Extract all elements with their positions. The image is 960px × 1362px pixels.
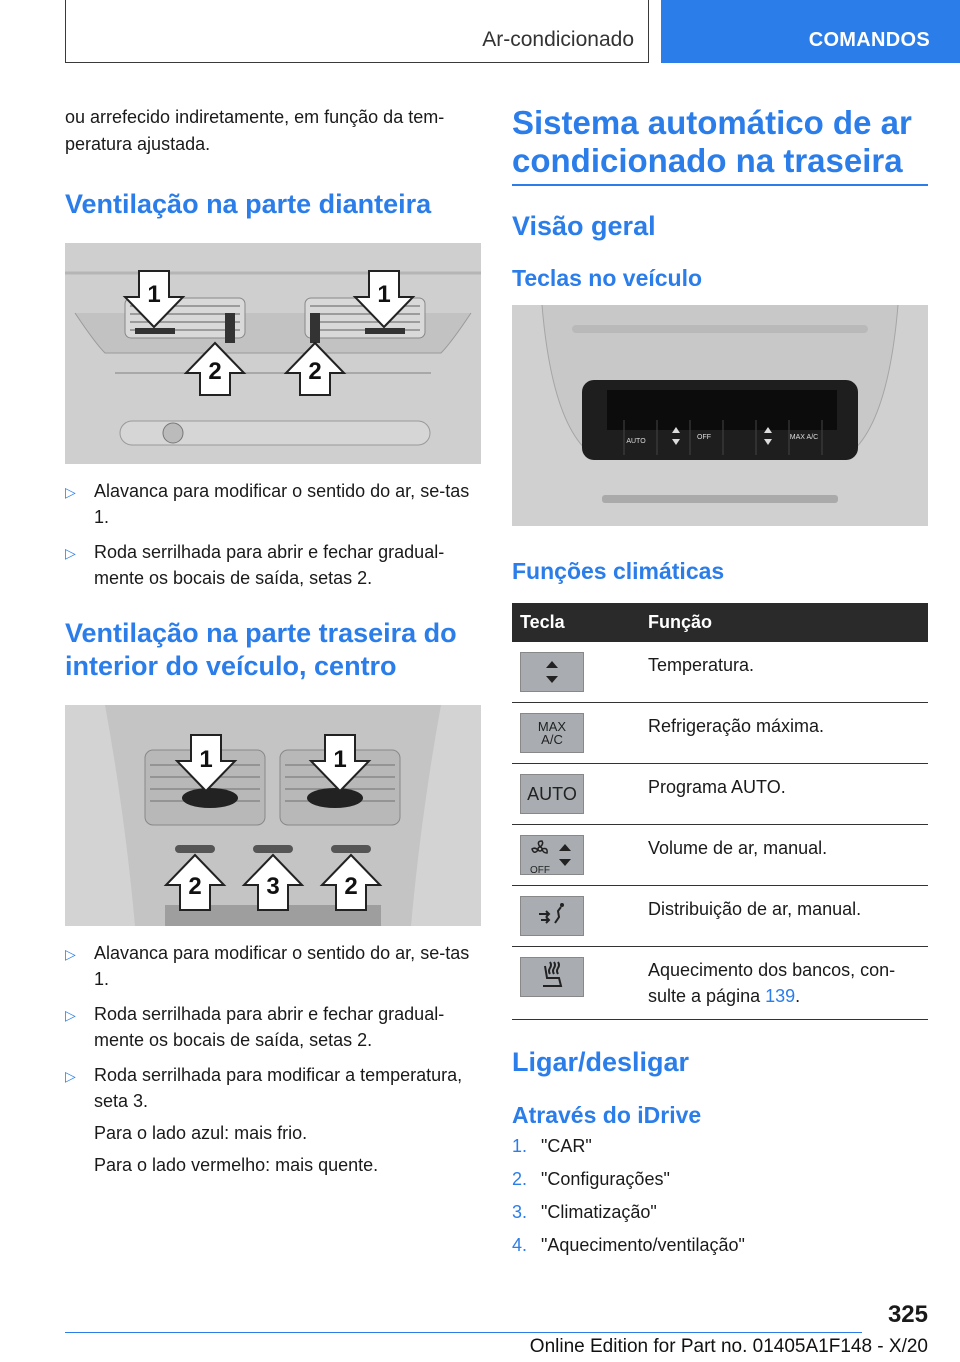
function-description: Refrigeração máxima. [644,702,928,763]
front-arrow-label: 1 [147,281,161,308]
front-vent-list [65,478,481,591]
intro-paragraph: ou arrefecido indiretamente, em função da tem-peratura ajustada. [65,107,445,154]
table-row [512,946,928,1019]
triangle-bullet-icon: ▷ [65,545,76,561]
idrive-heading: Através do iDrive [512,1101,702,1128]
onoff-heading: Ligar/desligar [512,1046,690,1077]
rear-vent-list [65,940,481,1178]
keys-heading: Teclas no veículo [512,264,703,291]
rear-arrow-label: 2 [188,873,202,900]
header-section-title: Ar-condicionado [482,28,634,51]
column-header-function: Função [644,603,928,642]
front-vent-figure [65,243,481,464]
list-item: ▷ Roda serrilhada para modificar a temperatura, seta 3. Para o lado azul: mais frio. Para o lado vermelho: mais quente. [65,1062,481,1178]
function-description: Temperatura. [644,642,928,703]
footer-rule [65,1332,862,1333]
overview-heading: Visão geral [512,210,656,241]
rear-arrow-label: 1 [333,746,347,773]
triangle-bullet-icon: ▷ [65,946,76,962]
list-item: ▷ Alavanca para modificar o sentido do ar, se-tas 1. [65,481,470,527]
triangle-bullet-icon: ▷ [65,1068,76,1084]
list-item: 3. "Climatização" [512,1201,657,1222]
panel-key-label: MAX A/C [789,433,819,441]
sub-note: Para o lado vermelho: mais quente. [94,1155,379,1175]
idrive-steps [512,1133,928,1258]
rear-vent-figure [65,705,481,926]
rear-vent-heading: Ventilação na parte traseira do interior do veículo, centro [65,618,457,681]
table-row [512,885,928,946]
functions-table [512,603,928,1020]
air-distribution-icon [520,896,584,936]
triangle-bullet-icon: ▷ [65,484,76,500]
list-item: ▷ Roda serrilhada para abrir e fechar gradual-mente os bocais de saída, setas 2. [65,1004,445,1050]
front-arrow-label: 2 [308,358,322,385]
panel-key-label: OFF [697,433,711,441]
right-column [512,104,928,1265]
page-number: 325 [887,1301,928,1328]
header-chapter-title: COMANDOS [808,29,930,51]
section-title: Sistema automático de ar condicionado na traseira [512,104,912,179]
function-description: Aquecimento dos bancos, con-sulte a página 139. [644,946,928,1019]
function-description: Distribuição de ar, manual. [644,885,928,946]
front-arrow-label: 1 [377,281,391,308]
header-chapter-tab [661,0,960,63]
list-item: ▷ Roda serrilhada para abrir e fechar gradual-mente os bocais de saída, setas 2. [65,542,445,588]
page-link[interactable]: 139 [765,985,796,1006]
function-description: Volume de ar, manual. [644,824,928,885]
table-row [512,824,928,885]
max-ac-icon: MAX A/C [520,713,584,753]
rear-arrow-label: 1 [199,746,213,773]
left-column [65,104,481,1187]
function-description: Programa AUTO. [644,763,928,824]
title-rule [512,184,928,186]
functions-heading: Funções climáticas [512,557,725,584]
panel-key-label: AUTO [626,437,646,445]
list-item: 2. "Configurações" [512,1168,670,1189]
rear-arrow-label: 2 [344,873,358,900]
rear-panel-figure [512,305,928,526]
list-item: ▷ Alavanca para modificar o sentido do ar, se-tas 1. [65,943,470,989]
list-item: 4. "Aquecimento/ventilação" [512,1234,745,1255]
column-header-key: Tecla [512,603,644,642]
fan-volume-icon: OFF [520,835,584,875]
seat-heating-icon [520,957,584,997]
table-header-row [512,603,928,642]
sub-note: Para o lado azul: mais frio. [94,1123,308,1143]
triangle-bullet-icon: ▷ [65,1007,76,1023]
table-row [512,642,928,703]
front-vent-heading: Ventilação na parte dianteira [65,189,432,219]
table-row [512,763,928,824]
header-section-tab [65,0,649,63]
temperature-arrows-icon [520,652,584,692]
footer-edition: Online Edition for Part no. 01405A1F148 - X/20 [529,1336,928,1357]
auto-icon: AUTO [520,774,584,814]
list-item: 1. "CAR" [512,1135,592,1156]
front-arrow-label: 2 [208,358,222,385]
table-row [512,702,928,763]
rear-arrow-label: 3 [266,873,280,900]
